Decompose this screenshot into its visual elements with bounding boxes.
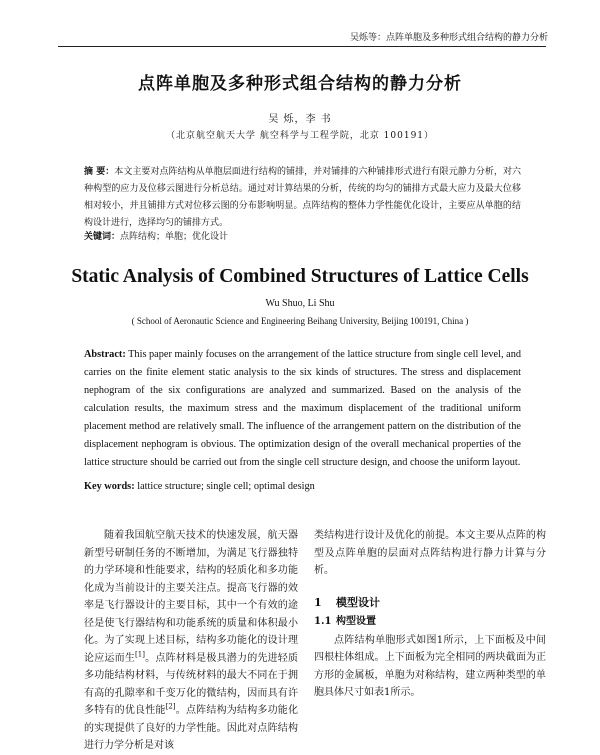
english-abstract — [84, 346, 521, 472]
english-abstract-label: Abstract: — [84, 349, 126, 360]
running-header: 吴烁等：点阵单胞及多种形式组合结构的静力分析 — [349, 33, 548, 43]
section-heading-1 — [314, 594, 546, 612]
intro-text-part3: 。点阵结构为结构多功能化的实现提供了良好的力学性能。因此对点阵结构进行力学分析是对该 — [84, 705, 299, 751]
english-affiliation: ( School of Aeronautic Science and Engineering Beihang University, Beijing 100191, China ) — [131, 316, 469, 326]
subsection-number: 1.1 — [314, 616, 332, 627]
citation-2: [2] — [165, 702, 176, 711]
section-number: 1 — [314, 595, 322, 609]
body-left-column — [84, 527, 298, 755]
chinese-title: 点阵单胞及多种形式组合结构的静力分析 — [138, 74, 462, 94]
intro-text-part1: 随着我国航空航天技术的快速发展，航天器新型号研制任务的不断增加，为满足飞行器独特的力学环境和性能要求，结构的轻质化和多功能化成为当前设计的主要关注点。提高飞行器的效率是飞行器设计的主要目标，其中一个有效的途径是使飞行器结构和功能系统的质量和体积最小化。为了实现上述目标，结构多功能化的设计理论应运而生 — [84, 530, 298, 664]
english-abstract-text: This paper mainly focuses on the arrangement of the lattice structure from single cell level, and carries on the finite element static analysis to the six kinds of structures. The stress and displacement nephogram of the six configurations are analyzed and summarized. Based on the analysis of the calculation results, the maximum stress and the maximum displacement of the traditional uniform placement method are relatively small. The influence of the arrangement pattern on the distribution of the displacement nephogram is obvious. The optimization design of the overall mechanical properties of the lattice structure should be carried out from the single cell structure design, and choose the uniform layout. — [84, 349, 521, 468]
chinese-abstract-label: 摘 要： — [84, 167, 115, 177]
chinese-keywords — [84, 229, 521, 246]
chinese-abstract-text: 本文主要对点阵结构从单胞层面进行结构的铺排，并对铺排的六种铺排形式进行有限元静力分析，对六种构型的应力及位移云图进行分析总结。通过对计算结果的分析，传统的均匀的铺排方式最大应力及最大位移相对较小，并且铺排方式对位移云图的分布影响明显。点阵结构的整体力学性能优化设计，主要应从单胞的结构设计进行，选择均匀的铺排方式。 — [84, 167, 521, 228]
chinese-abstract — [84, 164, 521, 232]
intro-text-part2: 。点阵材料是极具潜力的先进轻质多功能结构材料，与传统材料的最大不同在于拥有高的孔隙率和千变万化的微结构，因而具有许多特有的优良性能 — [84, 652, 299, 716]
intro-continuation: 类结构进行设计及优化的前提。本文主要从点阵的构型及点阵单胞的层面对点阵结构进行静力计算与分析。 — [314, 530, 546, 576]
chinese-keywords-label: 关键词： — [84, 232, 121, 242]
english-keywords — [84, 478, 521, 496]
chinese-keywords-text: 点阵结构；单胞；优化设计 — [120, 232, 229, 242]
subsection-heading-1-1 — [314, 613, 546, 631]
header-rule — [58, 46, 546, 47]
chinese-affiliation: （北京航空航天大学 航空科学与工程学院，北京 100191） — [165, 131, 435, 141]
english-keywords-text: lattice structure; single cell; optimal design — [137, 481, 315, 492]
section-title: 模型设计 — [336, 595, 380, 609]
intro-paragraph — [84, 527, 298, 755]
body-right-column — [314, 527, 546, 702]
subsection-title: 构型设置 — [336, 616, 376, 627]
english-title: Static Analysis of Combined Structures of Lattice Cells — [71, 266, 529, 287]
model-paragraph: 点阵结构单胞形式如图1所示，上下面板及中间四根柱体组成。上下面板为完全相同的两块截面为正方形的金属板，单胞为对称结构，建立两种类型的单胞具体尺寸如表1所示。 — [314, 634, 546, 698]
english-keywords-label: Key words: — [84, 481, 135, 492]
citation-1: [1] — [135, 650, 145, 659]
english-authors: Wu Shuo, Li Shu — [265, 298, 335, 309]
chinese-authors: 吴 烁，李 书 — [268, 114, 332, 125]
